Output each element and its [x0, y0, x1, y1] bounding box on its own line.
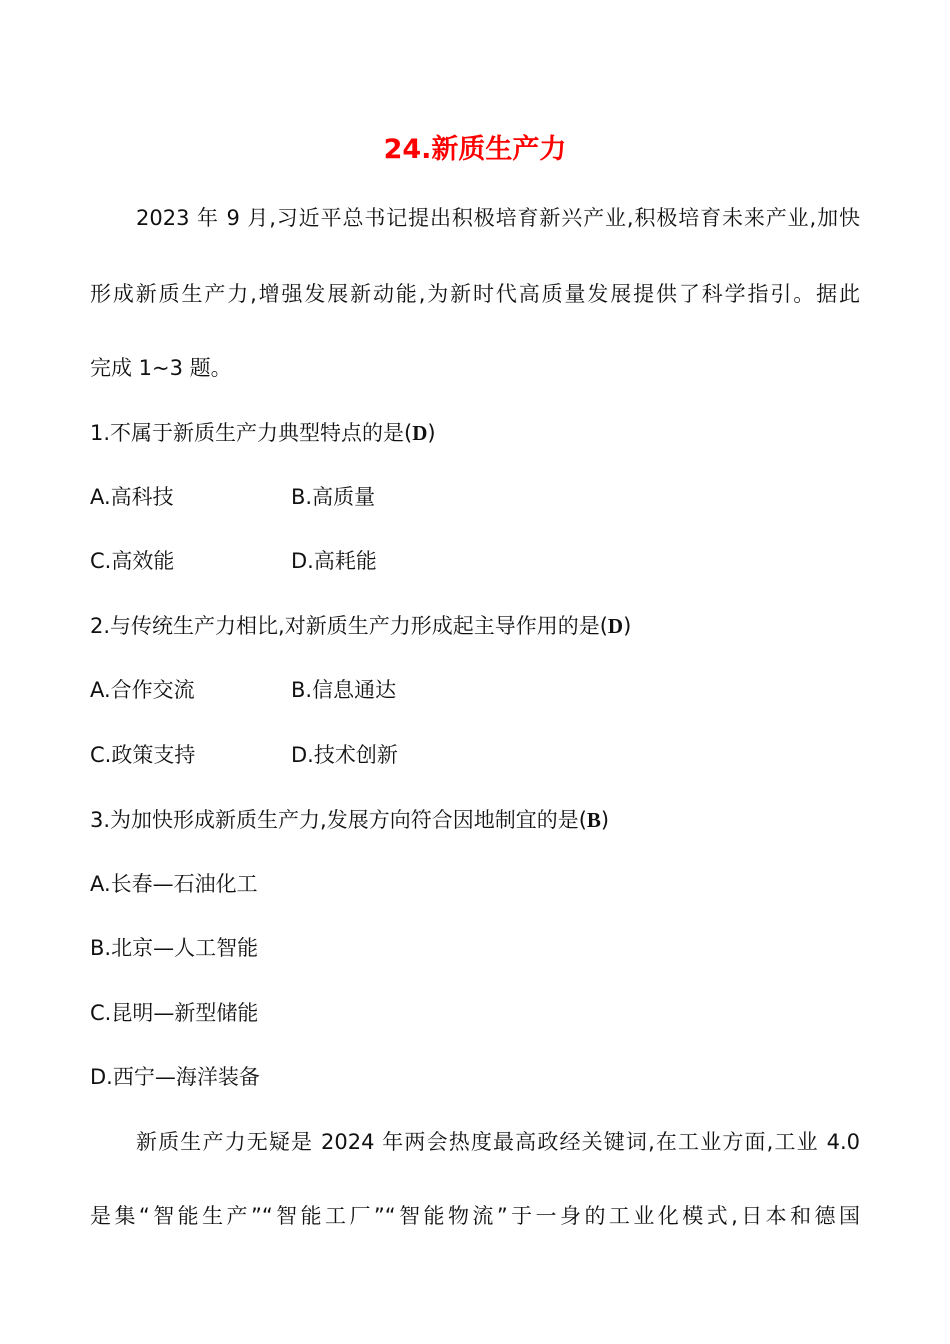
- question-3-option-c: C.昆明—新型储能: [90, 1001, 259, 1025]
- intro-line-1: 2023 年 9 月,习近平总书记提出积极培育新兴产业,积极培育未来产业,加快: [136, 206, 860, 230]
- intro-line-3: 完成 1~3 题。: [90, 356, 232, 380]
- question-3-stem: [90, 804, 860, 836]
- question-2-option-a: A.合作交流: [90, 678, 195, 702]
- question-1-option-b: B.高质量: [291, 485, 376, 509]
- question-3-option-d: D.西宁—海洋装备: [90, 1065, 260, 1089]
- question-2-option-b: B.信息通达: [291, 678, 397, 702]
- question-2-stem: [90, 610, 860, 642]
- answer-label: D: [607, 614, 624, 638]
- question-1-option-c: C.高效能: [90, 549, 175, 573]
- page-title: 24.新质生产力: [383, 134, 567, 165]
- intro-line-2: 形成新质生产力,增强发展新动能,为新时代高质量发展提供了科学指引。据此: [90, 282, 860, 306]
- answer-label: D: [412, 421, 428, 445]
- question-close-paren: ): [600, 808, 610, 832]
- question-2-option-c: C.政策支持: [90, 743, 196, 767]
- passage-2-line-2: 是集“智能生产”“智能工厂”“智能物流”于一身的工业化模式,日本和德国: [90, 1204, 860, 1228]
- passage-2-line-1: 新质生产力无疑是 2024 年两会热度最高政经关键词,在工业方面,工业 4.0: [136, 1130, 860, 1154]
- question-close-paren: ): [623, 614, 632, 638]
- question-stem-text: 3.为加快形成新质生产力,发展方向符合因地制宜的是(: [90, 808, 587, 832]
- question-stem-text: 2.与传统生产力相比,对新质生产力形成起主导作用的是(: [90, 614, 608, 638]
- question-3-option-b: B.北京—人工智能: [90, 936, 259, 960]
- question-1-option-a: A.高科技: [90, 485, 174, 509]
- question-close-paren: ): [427, 421, 436, 445]
- question-1-option-d: D.高耗能: [291, 549, 377, 573]
- question-2-option-d: D.技术创新: [291, 743, 398, 767]
- answer-label: B: [586, 808, 601, 832]
- question-stem-text: 1.不属于新质生产力典型特点的是(: [90, 421, 413, 445]
- question-1-stem: [90, 417, 860, 449]
- question-3-option-a: A.长春—石油化工: [90, 872, 258, 896]
